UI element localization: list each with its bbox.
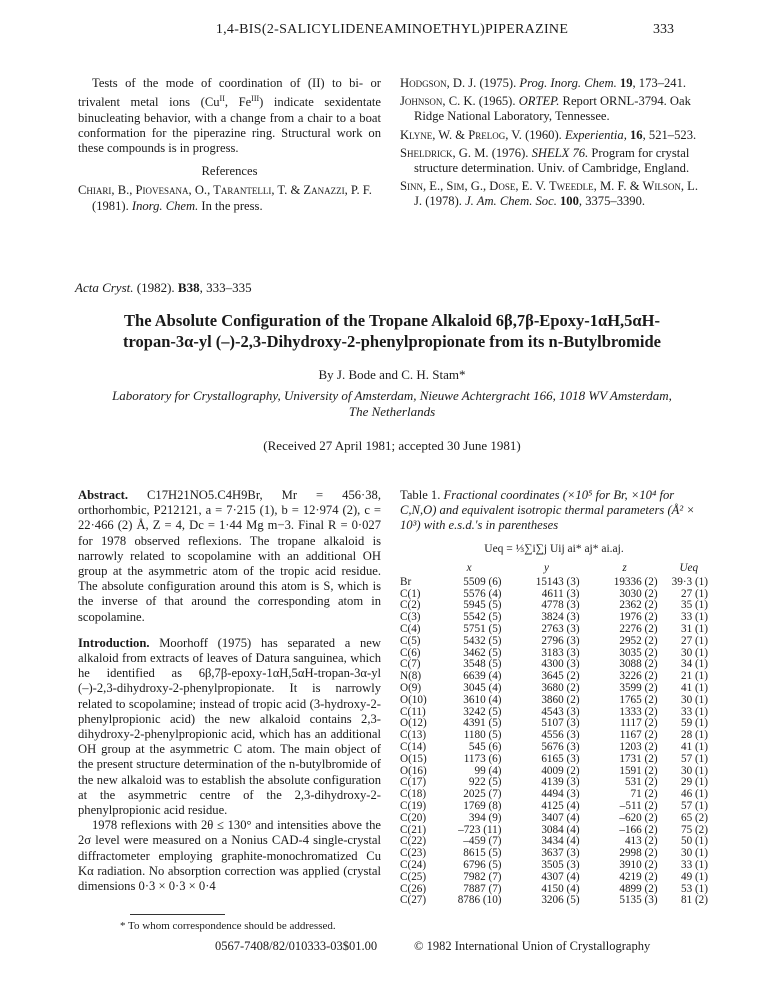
table-row <box>400 754 708 766</box>
table-cell: 4300 (3) <box>541 658 580 671</box>
article-authors: By J. Bode and C. H. Stam* <box>318 367 466 382</box>
table-cell: 49 (1) <box>680 870 708 883</box>
reference-item: Johnson, C. K. (1965). ORTEP. Report ORNL-3794. Oak Ridge National Laboratory, Tennessee. <box>400 94 691 124</box>
table-cell: 4150 (4) <box>541 882 580 895</box>
table-cell: C(19) <box>400 799 427 812</box>
table-row <box>400 624 708 636</box>
table-row <box>400 683 708 695</box>
table-cell: C(24) <box>400 858 427 871</box>
table-cell: 39·3 (1) <box>671 575 708 588</box>
reference-item: Klyne, W. & Prelog, V. (1960). Experientia, 16, 521–523. <box>400 127 697 142</box>
table-cell: C(25) <box>400 870 427 883</box>
abstract: Abstract. C17H21NO5.C4H9Br, Mr = 456·38, orthorhombic, P212121, a = 7·215 (1), b = 12·974 (2), c = 22·466 (2) Å, Z = 4, Dc = 1·44 Mg m−3. Final R = 0·027 for 1978 observed reflexions. The tropane alkaloid is narrowly related to scopolamine with an additional OH group at the asymmetric atom of the tropic acid residue. The absolute configuration around this atom is S, which is the inverse of that around the corresponding atom in scopolamine. <box>78 488 381 624</box>
table-cell: 4494 (3) <box>541 788 580 801</box>
table-cell: 3183 (3) <box>541 646 580 659</box>
table-cell: 3407 (4) <box>541 811 580 824</box>
table-cell: –511 (2) <box>619 799 658 812</box>
table-cell: 1203 (2) <box>619 740 658 753</box>
references-heading: References <box>201 164 258 179</box>
table-cell: 3030 (2) <box>619 587 658 600</box>
table-row <box>400 895 708 907</box>
article-left-column <box>78 488 381 894</box>
table-cell: –166 (2) <box>619 823 658 836</box>
table-cell: 35 (1) <box>680 599 708 612</box>
table-cell: 3645 (2) <box>541 670 580 683</box>
table-cell: O(12) <box>400 717 427 730</box>
table-row <box>400 813 708 825</box>
table-cell: 30 (1) <box>680 764 708 777</box>
table-cell: C(5) <box>400 634 421 647</box>
coordinates-table <box>400 563 708 907</box>
table-cell: 5509 (6) <box>463 575 502 588</box>
table-cell: 15143 (3) <box>535 575 580 588</box>
table-caption: Table 1. Fractional coordinates (×10⁵ for Br, ×10⁴ for C,N,O) and equivalent isotropic thermal parameters (Å² × 10³) with e.s.d.'s in parentheses <box>400 488 695 532</box>
table-cell: 31 (1) <box>680 622 708 635</box>
table-cell: 4307 (4) <box>541 870 580 883</box>
table-cell: 3505 (3) <box>541 858 580 871</box>
table-cell: 41 (1) <box>680 740 708 753</box>
table-row <box>400 872 708 884</box>
table-header-row: x y z Ueq <box>466 562 699 574</box>
table-cell: 531 (2) <box>624 776 658 789</box>
table-cell: 46 (1) <box>680 788 708 801</box>
table-cell: 33 (1) <box>680 705 708 718</box>
table-cell: 5945 (5) <box>463 599 502 612</box>
table-cell: O(15) <box>400 752 427 765</box>
experimental-paragraph: 1978 reflexions with 2θ ≤ 130° and intensities above the 2σ level were measured on a Nonius CAD-4 single-crystal diffractometer employing graphite-monochromatized Cu Kα radiation. No absorption correction was applied (crystal dimensions 0·3 × 0·3 × 0·4 <box>78 818 381 894</box>
table-cell: 65 (2) <box>680 811 708 824</box>
table-cell: 2998 (2) <box>619 847 658 860</box>
table-equation: Ueq = ⅓∑i∑j Uij ai* aj* ai.aj. <box>484 543 624 555</box>
table-cell: N(8) <box>400 670 422 683</box>
table-cell: 1765 (2) <box>619 693 658 706</box>
article-title-line-1: The Absolute Configuration of the Tropane Alkaloid 6β,7β-Epoxy-1αH,5αH- <box>124 311 660 330</box>
table-cell: 2796 (3) <box>541 634 580 647</box>
table-cell: C(17) <box>400 776 427 789</box>
table-cell: 1333 (2) <box>619 705 658 718</box>
table-cell: –620 (2) <box>619 811 658 824</box>
table-cell: C(2) <box>400 599 421 612</box>
table-cell: 3637 (3) <box>541 847 580 860</box>
table-cell: 2362 (2) <box>619 599 658 612</box>
table-1-block <box>400 488 708 907</box>
table-cell: C(1) <box>400 587 421 600</box>
table-cell: C(22) <box>400 835 427 848</box>
table-cell: 57 (1) <box>680 752 708 765</box>
reference-item: Chiari, B., Piovesana, O., Tarantelli, T. & Zanazzi, P. F. (1981). Inorg. Chem. In the press. <box>78 183 372 213</box>
table-cell: 4219 (2) <box>619 870 658 883</box>
table-cell: 2952 (2) <box>619 634 658 647</box>
table-cell: C(27) <box>400 894 427 907</box>
footnote-rule <box>130 914 225 915</box>
table-row <box>400 577 708 589</box>
table-cell: 6796 (5) <box>463 858 502 871</box>
table-cell: C(20) <box>400 811 427 824</box>
table-cell: 3035 (2) <box>619 646 658 659</box>
table-cell: 1976 (2) <box>619 611 658 624</box>
table-cell: O(9) <box>400 681 422 694</box>
table-cell: 99 (4) <box>474 764 502 777</box>
table-cell: 3242 (5) <box>463 705 502 718</box>
table-cell: 3824 (3) <box>541 611 580 624</box>
table-cell: 4611 (3) <box>541 587 580 600</box>
table-cell: 1180 (5) <box>463 729 502 742</box>
article-affiliation: Laboratory for Crystallography, University of Amsterdam, Nieuwe Achtergracht 166, 1018 WV Amsterdam, The Netherlands <box>112 388 672 419</box>
table-cell: O(10) <box>400 693 427 706</box>
table-cell: 59 (1) <box>680 717 708 730</box>
table-cell: C(3) <box>400 611 421 624</box>
running-title: 1,4-BIS(2-SALICYLIDENEAMINOETHYL)PIPERAZINE <box>215 22 569 37</box>
table-cell: 413 (2) <box>624 835 658 848</box>
article-title <box>60 310 724 352</box>
table-row <box>400 636 708 648</box>
table-cell: 19336 (2) <box>613 575 658 588</box>
table-cell: 27 (1) <box>680 587 708 600</box>
table-cell: C(18) <box>400 788 427 801</box>
table-cell: 1731 (2) <box>619 752 658 765</box>
table-cell: 33 (1) <box>680 611 708 624</box>
table-cell: –459 (7) <box>463 835 502 848</box>
table-cell: 29 (1) <box>680 776 708 789</box>
table-cell: 4778 (3) <box>541 599 580 612</box>
table-cell: 2025 (7) <box>463 788 502 801</box>
prev-article-paragraph: Tests of the mode of coordination of (II) to bi- or trivalent metal ions ($Cu^{II}$, $Fe^{III}$) indicate sexidentate binucleating behavior, with a change from a chair to a boat conformation for the piperazine ring. Structural work on these compounds is in progress. <box>78 76 382 155</box>
table-cell: 2763 (3) <box>541 622 580 635</box>
table-cell: 30 (1) <box>680 646 708 659</box>
table-row <box>400 860 708 872</box>
table-cell: 3084 (4) <box>541 823 580 836</box>
table-cell: 41 (1) <box>680 681 708 694</box>
table-cell: 545 (6) <box>468 740 502 753</box>
table-cell: 5542 (5) <box>463 611 502 624</box>
table-cell: 34 (1) <box>680 658 708 671</box>
table-cell: C(26) <box>400 882 427 895</box>
copyright-line: © 1982 International Union of Crystallography <box>414 939 651 953</box>
table-cell: 28 (1) <box>680 729 708 742</box>
table-cell: 3045 (4) <box>463 681 502 694</box>
table-cell: 3860 (2) <box>541 693 580 706</box>
table-cell: 3434 (4) <box>541 835 580 848</box>
received-dates: (Received 27 April 1981; accepted 30 June 1981) <box>263 438 521 453</box>
table-cell: 3548 (5) <box>463 658 502 671</box>
table-cell: 71 (2) <box>630 788 658 801</box>
table-cell: 8615 (5) <box>463 847 502 860</box>
table-cell: 5676 (3) <box>541 740 580 753</box>
table-cell: 3910 (2) <box>619 858 658 871</box>
table-cell: 922 (5) <box>468 776 502 789</box>
table-cell: 1173 (6) <box>463 752 502 765</box>
table-cell: C(13) <box>400 729 427 742</box>
table-cell: 5135 (3) <box>619 894 658 907</box>
table-cell: 30 (1) <box>680 847 708 860</box>
article-citation: Acta Cryst. (1982). B38, 333–335 <box>75 280 252 295</box>
table-cell: C(14) <box>400 740 427 753</box>
table-row <box>400 801 708 813</box>
table-cell: 5751 (5) <box>463 622 502 635</box>
table-cell: 7982 (7) <box>463 870 502 883</box>
issn-line: 0567-7408/82/010333-03$01.00 <box>215 939 378 953</box>
table-cell: 33 (1) <box>680 858 708 871</box>
table-cell: 3599 (2) <box>619 681 658 694</box>
table-row <box>400 695 708 707</box>
table-cell: 4125 (4) <box>541 799 580 812</box>
prev-article-right-column <box>400 76 708 213</box>
table-cell: –723 (11) <box>458 823 502 836</box>
table-cell: 4556 (3) <box>541 729 580 742</box>
table-cell: 1167 (2) <box>619 729 658 742</box>
table-cell: 75 (2) <box>680 823 708 836</box>
table-cell: 30 (1) <box>680 693 708 706</box>
table-cell: 3610 (4) <box>463 693 502 706</box>
table-cell: 57 (1) <box>680 799 708 812</box>
table-cell: 3462 (5) <box>463 646 502 659</box>
table-cell: 6165 (3) <box>541 752 580 765</box>
table-cell: 4009 (2) <box>541 764 580 777</box>
table-cell: 5107 (3) <box>541 717 580 730</box>
table-cell: 5432 (5) <box>463 634 502 647</box>
footnote: * To whom correspondence should be addressed. <box>120 920 336 932</box>
table-cell: C(23) <box>400 847 427 860</box>
page-number: 333 <box>653 22 674 37</box>
table-cell: 53 (1) <box>680 882 708 895</box>
reference-item: Sinn, E., Sim, G., Dose, E. V. Tweedle, M. F. & Wilson, L. J. (1978). J. Am. Chem. Soc. 100, 3375–3390. <box>400 179 698 209</box>
table-cell: 3226 (2) <box>619 670 658 683</box>
table-cell: C(4) <box>400 622 421 635</box>
table-cell: 50 (1) <box>680 835 708 848</box>
table-cell: 7887 (7) <box>463 882 502 895</box>
table-cell: 81 (2) <box>680 894 708 907</box>
table-cell: 6639 (4) <box>463 670 502 683</box>
reference-item: Hodgson, D. J. (1975). Prog. Inorg. Chem. 19, 173–241. <box>400 76 687 90</box>
introduction: Introduction. Moorhoff (1975) has separated a new alkaloid from extracts of leaves of Datura sanguinea, which he identified as 6β,7β-epoxy-1αH,5αH-tropan-3α-yl (–)-2,3-dihydroxy-2-phenylpropionate. It is narrowly related to scopolamine; instead of tropic acid (3-hydroxy-2-phenylpropionic acid) the new alkaloid contains 2,3-dihydroxy-2-phenylpropionic acid, which has an additional OH group at the asymmetric C atom. The main object of the present structure determination of the n-butylbromide of the new alkaloid was to establish the absolute configuration at the asymmetric centre of the 2,3-dihydroxy-2-phenylpropionic acid residue. <box>78 635 381 818</box>
table-cell: 1769 (8) <box>463 799 502 812</box>
table-cell: 4543 (3) <box>541 705 580 718</box>
table-cell: 3206 (5) <box>541 894 580 907</box>
prev-article-left-column <box>78 76 381 217</box>
table-cell: 3680 (2) <box>541 681 580 694</box>
table-row <box>400 742 708 754</box>
table-cell: 394 (9) <box>468 811 502 824</box>
table-cell: 5576 (4) <box>463 587 502 600</box>
table-cell: 2276 (2) <box>619 622 658 635</box>
table-cell: C(7) <box>400 658 421 671</box>
table-cell: Br <box>400 575 412 588</box>
table-cell: 8786 (10) <box>457 894 502 907</box>
table-cell: C(11) <box>400 705 426 718</box>
table-cell: 3088 (2) <box>619 658 658 671</box>
table-cell: 4899 (2) <box>619 882 658 895</box>
table-cell: C(6) <box>400 646 421 659</box>
table-cell: 4139 (3) <box>541 776 580 789</box>
reference-item: Sheldrick, G. M. (1976). SHELX 76. Program for crystal structure determination. Univ. of Cambridge, England. <box>400 145 690 176</box>
table-cell: 21 (1) <box>680 670 708 683</box>
table-cell: 27 (1) <box>680 634 708 647</box>
table-cell: 1117 (2) <box>620 717 658 730</box>
table-cell: 1591 (2) <box>619 764 658 777</box>
article-title-line-2: tropan-3α-yl (–)-2,3-Dihydroxy-2-phenylpropionate from its n-Butylbromide <box>123 332 661 351</box>
table-cell: 4391 (5) <box>463 717 502 730</box>
table-cell: C(21) <box>400 823 427 836</box>
table-cell: O(16) <box>400 764 427 777</box>
